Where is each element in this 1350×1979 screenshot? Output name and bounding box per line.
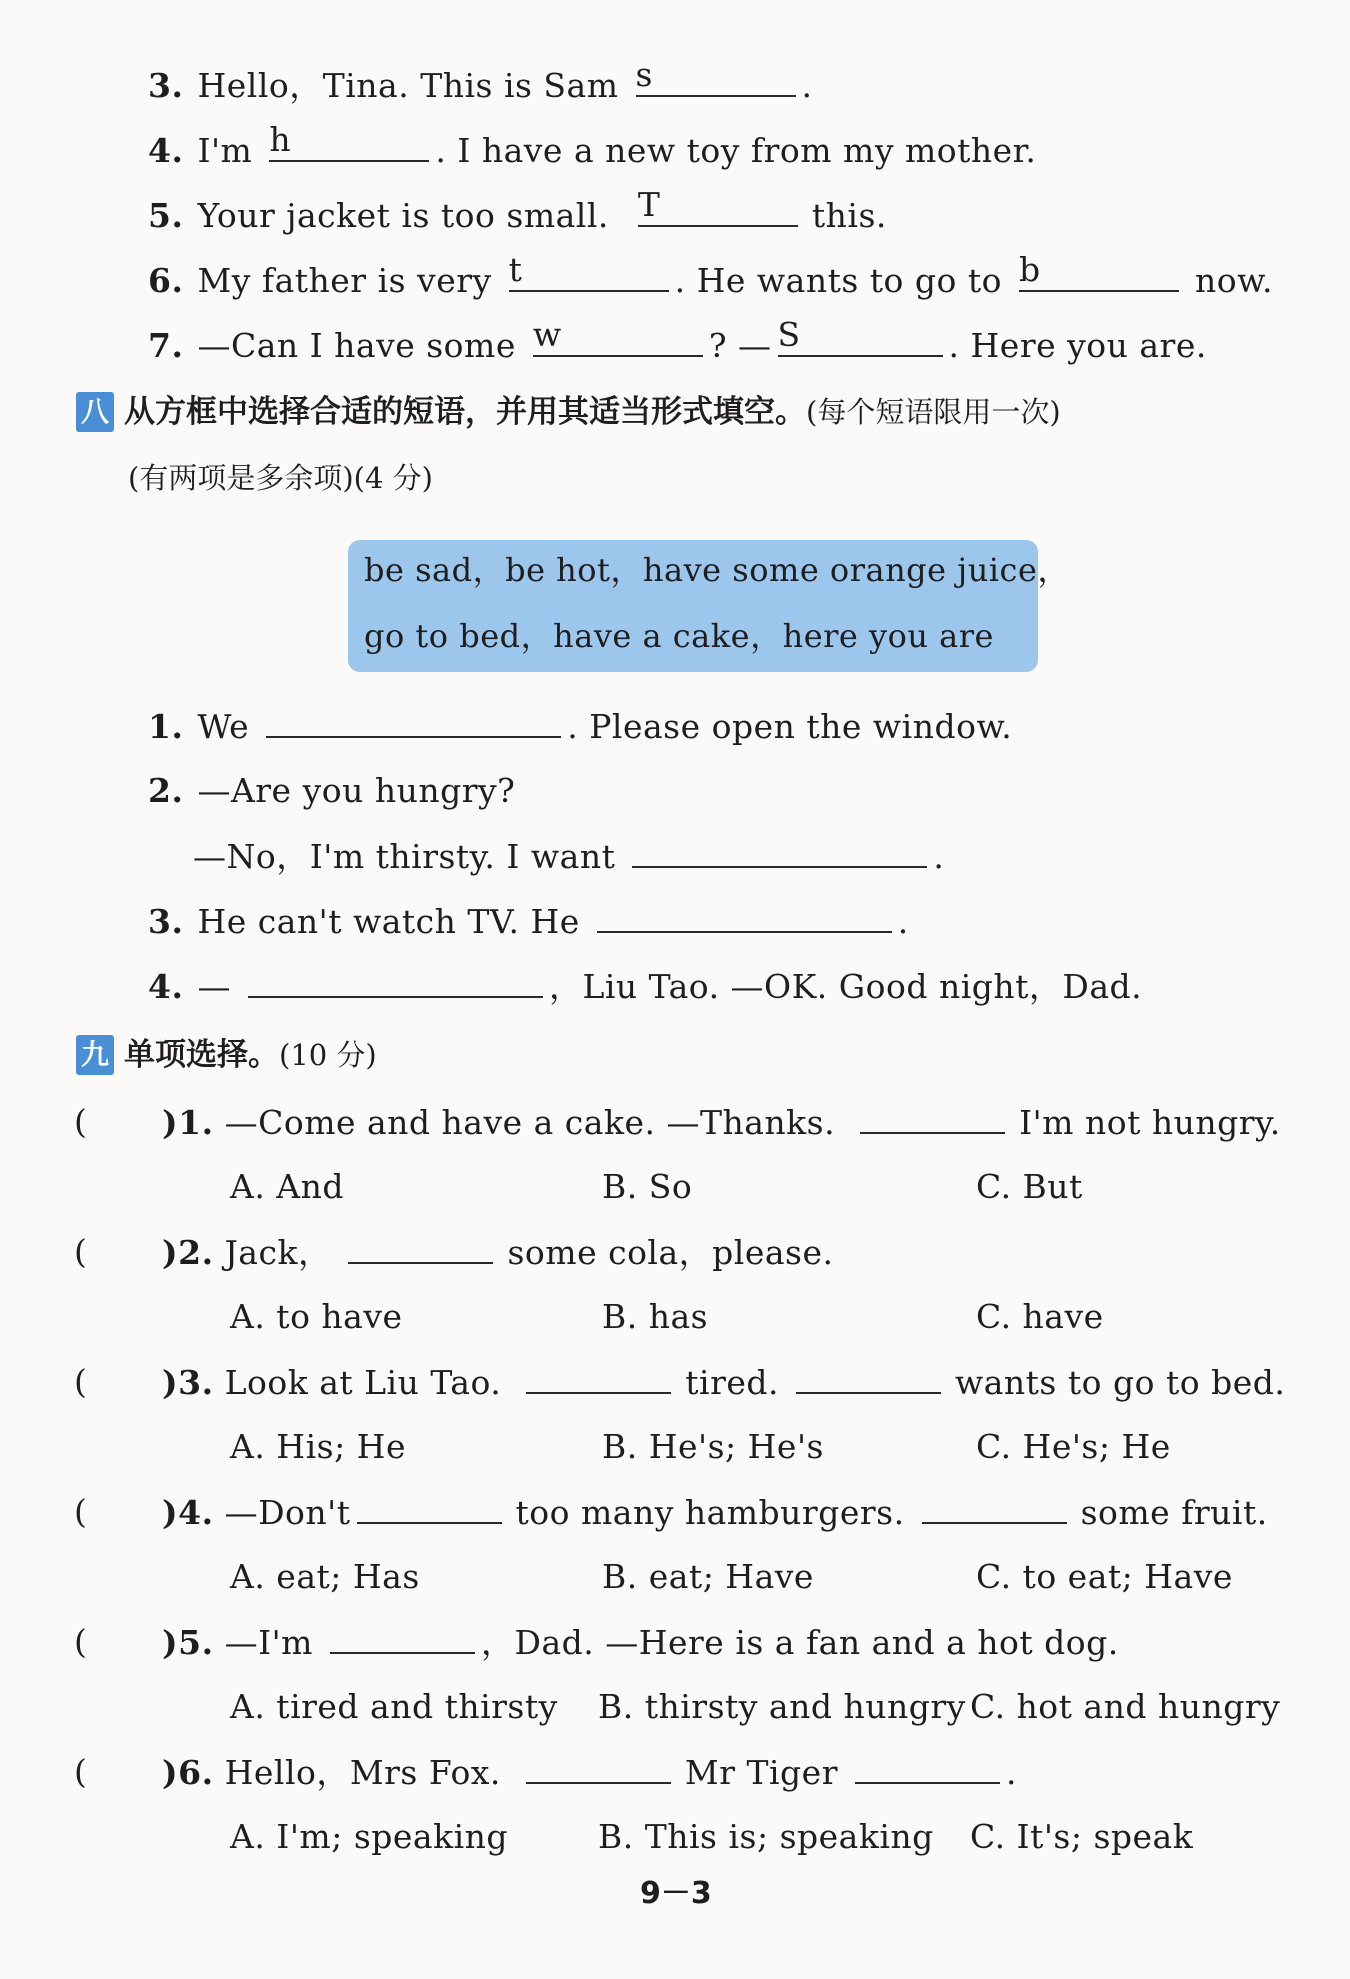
question-text: . Here you are. — [948, 326, 1207, 365]
question-number: 4. — [148, 131, 184, 170]
answer-blank[interactable] — [637, 185, 798, 227]
question-text: —Don't — [224, 1493, 351, 1532]
question-text: . — [1005, 1753, 1017, 1792]
question-number: 2. — [148, 771, 184, 810]
question-text: some cola，please. — [507, 1233, 834, 1272]
answer-paren[interactable]: ( — [74, 1102, 87, 1141]
option-c[interactable]: C. He's; He — [976, 1427, 1171, 1466]
question-number: )4. — [162, 1493, 214, 1532]
question-number: 6. — [148, 261, 184, 300]
answer-paren[interactable]: ( — [74, 1232, 87, 1271]
question-4 — [148, 120, 1037, 171]
option-a[interactable]: A. tired and thirsty — [230, 1687, 558, 1726]
answer-blank[interactable] — [532, 315, 703, 357]
question-text: . — [801, 66, 813, 105]
question-text: . He wants to go to — [674, 261, 1003, 300]
mc-question-3 — [162, 1362, 1285, 1403]
question-text: . I have a new toy from my mother. — [435, 131, 1037, 170]
first-letter-hint: T — [637, 185, 661, 224]
section-9-badge: 九 — [76, 1035, 114, 1075]
question-8-2-reply — [193, 836, 944, 877]
question-text: Your jacket is too small. — [197, 196, 609, 235]
answer-blank — [922, 1492, 1067, 1524]
question-text: ? — — [708, 326, 772, 365]
question-text: too many hamburgers. — [515, 1493, 905, 1532]
phrase-box-line: be sad，be hot，have some orange juice， — [364, 551, 1070, 589]
question-text: Look at Liu Tao. — [224, 1363, 502, 1402]
question-text: —I'm — [224, 1623, 313, 1662]
first-letter-hint: h — [269, 120, 292, 159]
answer-blank[interactable] — [632, 836, 927, 868]
answer-blank — [357, 1492, 502, 1524]
answer-blank — [348, 1232, 493, 1264]
question-text: wants to go to bed. — [955, 1363, 1286, 1402]
question-text: My father is very — [197, 261, 492, 300]
answer-paren[interactable]: ( — [74, 1752, 87, 1791]
question-number: 7. — [148, 326, 184, 365]
question-text: this. — [811, 196, 887, 235]
option-a[interactable]: A. And — [230, 1167, 345, 1206]
answer-blank[interactable] — [269, 120, 429, 162]
answer-blank[interactable] — [508, 250, 669, 292]
question-number: 4. — [148, 967, 184, 1006]
option-b[interactable]: B. He's; He's — [602, 1427, 824, 1466]
answer-blank — [526, 1752, 671, 1784]
option-b[interactable]: B. eat; Have — [602, 1557, 814, 1596]
option-b[interactable]: B. This is; speaking — [598, 1817, 934, 1856]
question-number: 3. — [148, 66, 184, 105]
phrase-box — [348, 540, 1070, 672]
answer-blank — [855, 1752, 1000, 1784]
answer-blank[interactable] — [597, 901, 892, 933]
question-8-2 — [148, 771, 515, 811]
option-a[interactable]: A. I'm; speaking — [230, 1817, 509, 1856]
question-text: tired. — [685, 1363, 779, 1402]
question-text: We — [197, 707, 250, 746]
question-text: Hello，Mrs Fox. — [224, 1753, 501, 1792]
section-9-heading — [76, 1035, 377, 1075]
option-c[interactable]: C. It's; speak — [970, 1817, 1194, 1856]
question-text: I'm — [197, 131, 253, 170]
question-number: )3. — [162, 1363, 214, 1402]
option-c[interactable]: C. But — [976, 1167, 1083, 1206]
answer-blank[interactable] — [1019, 250, 1179, 292]
question-text: —Can I have some — [197, 326, 516, 365]
section-title: 单项选择。 — [124, 1037, 279, 1073]
question-number: )1. — [162, 1103, 214, 1142]
question-text: — — [197, 967, 231, 1006]
option-c[interactable]: C. to eat; Have — [976, 1557, 1233, 1596]
section-note: (每个短语限用一次) — [806, 395, 1061, 429]
question-text: ，Liu Tao. —OK. Good night，Dad. — [548, 967, 1143, 1006]
section-title: 从方框中选择合适的短语，并用其适当形式填空。 — [124, 394, 806, 430]
answer-paren[interactable]: ( — [74, 1362, 87, 1401]
question-number: )6. — [162, 1753, 214, 1792]
section-8-note: (有两项是多余项)(4 分) — [128, 461, 433, 495]
option-b[interactable]: B. So — [602, 1167, 693, 1206]
option-c[interactable]: C. hot and hungry — [970, 1687, 1281, 1726]
answer-blank[interactable] — [248, 966, 543, 998]
question-text: —Come and have a cake. —Thanks. — [224, 1103, 836, 1142]
first-letter-hint: s — [635, 55, 653, 94]
option-c[interactable]: C. have — [976, 1297, 1104, 1336]
question-number: 1. — [148, 707, 184, 746]
question-text: Hello，Tina. This is Sam — [197, 66, 619, 105]
mc-question-6 — [162, 1752, 1017, 1793]
option-b[interactable]: B. has — [602, 1297, 709, 1336]
mc-question-5 — [162, 1622, 1119, 1663]
phrase-box-line: go to bed，have a cake，here you are — [364, 617, 994, 655]
question-number: 5. — [148, 196, 184, 235]
mc-question-2 — [162, 1232, 834, 1273]
question-text: I'm not hungry. — [1019, 1103, 1281, 1142]
question-8-3 — [148, 901, 909, 942]
question-8-4 — [148, 966, 1142, 1007]
answer-blank — [860, 1102, 1005, 1134]
question-7 — [148, 315, 1207, 366]
first-letter-hint: w — [532, 315, 562, 354]
answer-blank[interactable] — [777, 315, 943, 357]
first-letter-hint: b — [1019, 250, 1041, 289]
question-number: )5. — [162, 1623, 214, 1662]
question-text: He can't watch TV. He — [197, 902, 580, 941]
page-number: 9－3 — [640, 1876, 712, 1911]
option-a[interactable]: A. to have — [230, 1297, 403, 1336]
question-8-1 — [148, 706, 1012, 747]
answer-blank[interactable] — [635, 55, 796, 97]
question-text: —No，I'm thirsty. I want — [193, 837, 616, 876]
question-text: some fruit. — [1080, 1493, 1268, 1532]
answer-blank — [526, 1362, 671, 1394]
answer-blank — [330, 1622, 475, 1654]
first-letter-hint: S — [777, 315, 801, 354]
mc-question-4 — [162, 1492, 1268, 1533]
first-letter-hint: t — [508, 250, 523, 289]
question-6 — [148, 250, 1273, 301]
answer-blank[interactable] — [266, 706, 561, 738]
option-b[interactable]: B. thirsty and hungry — [598, 1687, 966, 1726]
question-text: now. — [1195, 261, 1273, 300]
question-text: —Are you hungry? — [197, 771, 516, 810]
answer-paren[interactable]: ( — [74, 1622, 87, 1661]
question-5 — [148, 185, 887, 236]
question-3 — [148, 55, 813, 106]
question-text: . — [897, 902, 909, 941]
question-number: 3. — [148, 902, 184, 941]
answer-blank — [796, 1362, 941, 1394]
question-number: )2. — [162, 1233, 214, 1272]
answer-paren[interactable]: ( — [74, 1492, 87, 1531]
option-a[interactable]: A. eat; Has — [230, 1557, 420, 1596]
option-a[interactable]: A. His; He — [230, 1427, 406, 1466]
question-text: Mr Tiger — [684, 1753, 838, 1792]
question-text: ，Dad. —Here is a fan and a hot dog. — [480, 1623, 1119, 1662]
mc-question-1 — [162, 1102, 1281, 1143]
question-text: . Please open the window. — [567, 707, 1013, 746]
section-note: (10 分) — [279, 1038, 377, 1072]
question-text: . — [933, 837, 945, 876]
question-text: Jack， — [224, 1233, 332, 1272]
section-8-heading — [76, 392, 1061, 432]
section-8-badge: 八 — [76, 392, 114, 432]
